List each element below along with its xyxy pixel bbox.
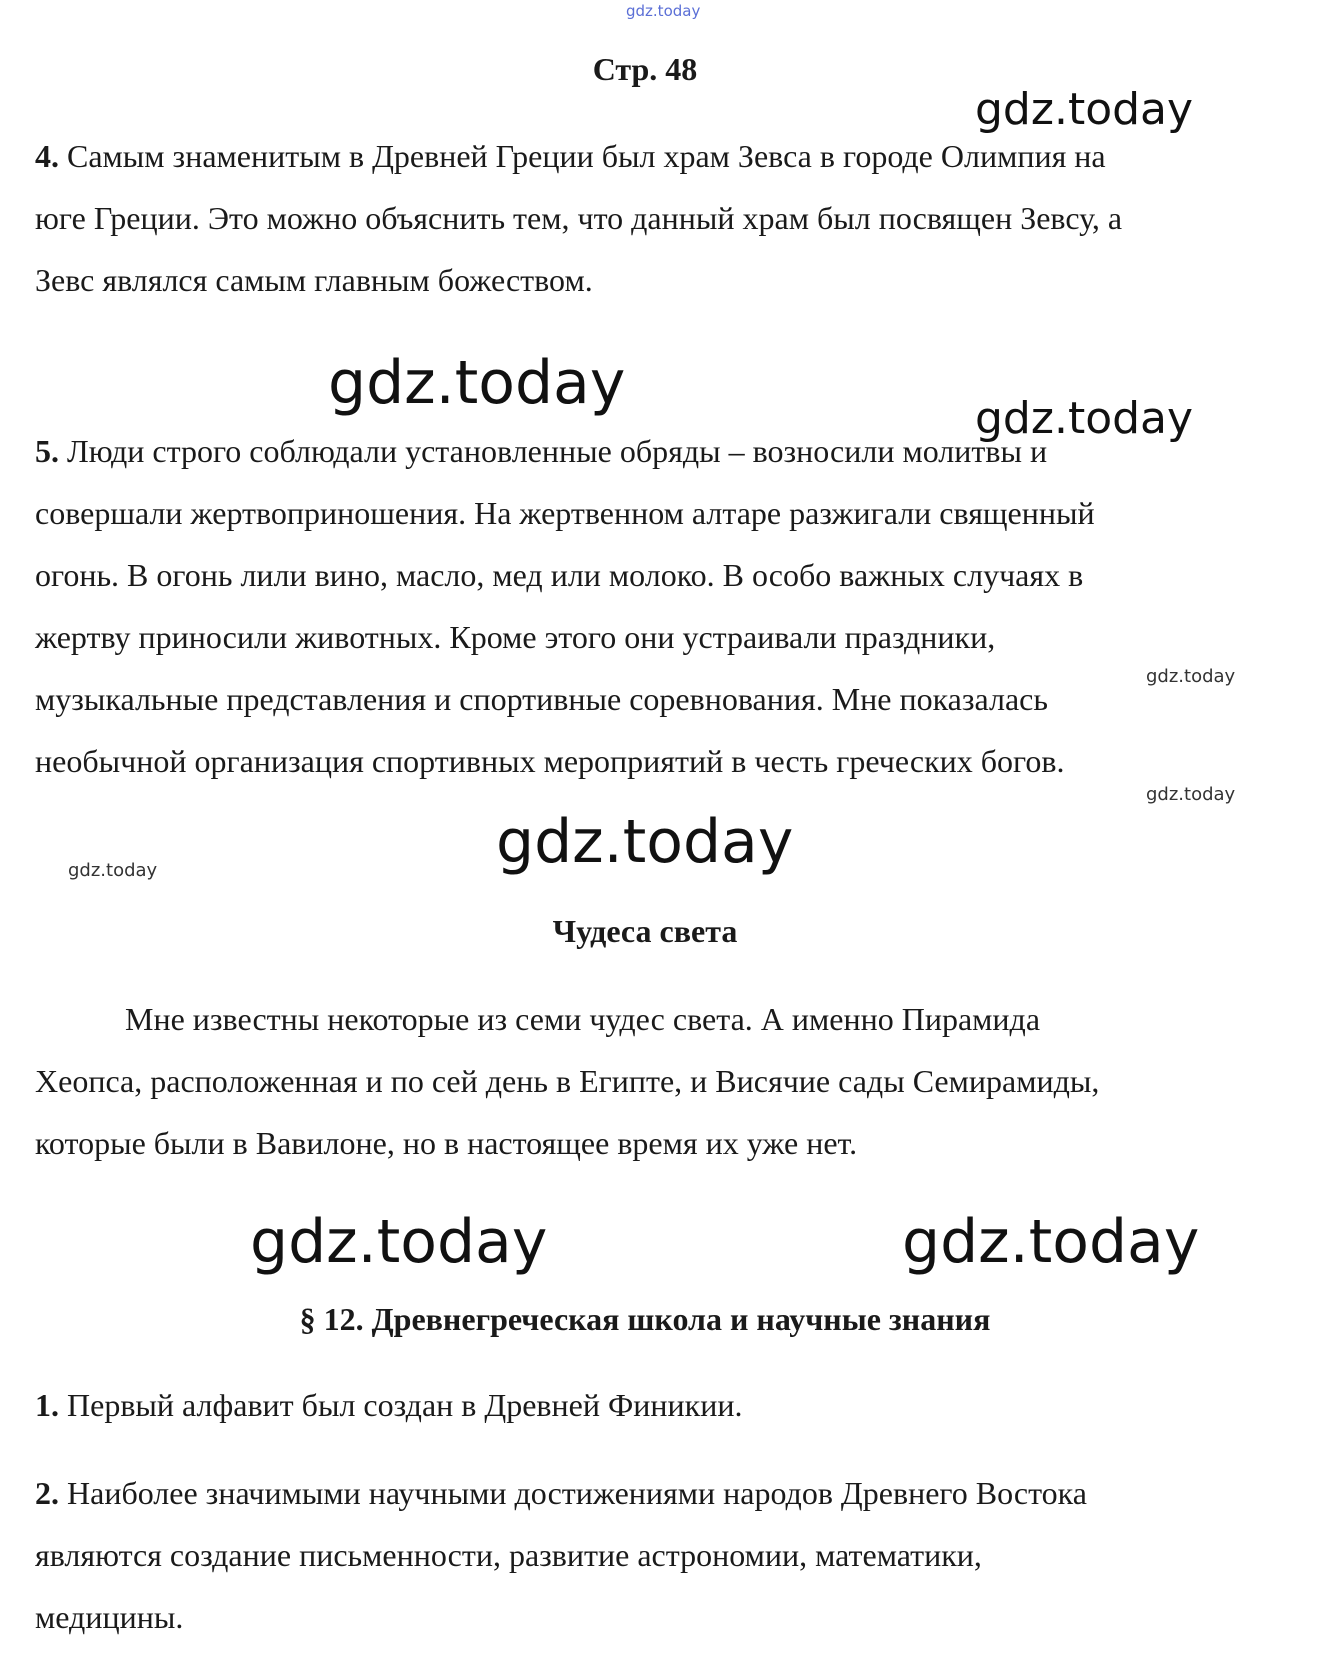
watermark: gdz.today: [496, 807, 794, 877]
answer-number: 1.: [35, 1387, 59, 1423]
answer-line: медицины.: [35, 1599, 184, 1635]
watermark: gdz.today: [328, 348, 626, 418]
watermark: gdz.today: [902, 1207, 1200, 1277]
answer-line: жертву приносили животных. Кроме этого они устраивали праздники,: [35, 619, 996, 655]
section-12-answer-1: [35, 1374, 1265, 1436]
watermark-top: gdz.today: [626, 2, 701, 20]
answer-line: огонь. В огонь лили вино, масло, мед или молоко. В особо важных случаях в: [35, 557, 1084, 593]
answer-line: юге Греции. Это можно объяснить тем, что данный храм был посвящен Зевсу, а: [35, 200, 1123, 236]
answer-line: Первый алфавит был создан в Древней Финикии.: [67, 1387, 743, 1423]
answer-number: 5.: [35, 433, 59, 469]
watermark: gdz.today: [975, 393, 1194, 444]
answer-line: Наиболее значимыми научными достижениями народов Древнего Востока: [67, 1475, 1087, 1511]
wonders-text: [35, 988, 1265, 1174]
answer-4: [35, 125, 1265, 311]
answer-5: [35, 420, 1265, 792]
answer-line: необычной организация спортивных мероприятий в честь греческих богов.: [35, 743, 1065, 779]
wonders-line: Мне известны некоторые из семи чудес света. А именно Пирамида: [125, 1001, 1041, 1037]
section-12-title: § 12. Древнегреческая школа и научные знания: [299, 1301, 991, 1337]
answer-line: Люди строго соблюдали установленные обряды – возносили молитвы и: [67, 433, 1048, 469]
watermark: gdz.today: [1146, 666, 1236, 687]
answer-line: являются создание письменности, развитие астрономии, математики,: [35, 1537, 982, 1573]
section-12-answer-2: [35, 1462, 1265, 1648]
page-title: Стр. 48: [592, 51, 698, 87]
answer-line: Зевс являлся самым главным божеством.: [35, 262, 593, 298]
watermark: gdz.today: [250, 1207, 548, 1277]
wonders-line: которые были в Вавилоне, но в настоящее время их уже нет.: [35, 1125, 858, 1161]
answer-line: Самым знаменитым в Древней Греции был храм Зевса в городе Олимпия на: [67, 138, 1106, 174]
watermark: gdz.today: [68, 860, 158, 881]
wonders-line: Хеопса, расположенная и по сей день в Египте, и Висячие сады Семирамиды,: [35, 1063, 1100, 1099]
answer-line: музыкальные представления и спортивные соревнования. Мне показалась: [35, 681, 1048, 717]
watermark: gdz.today: [975, 84, 1194, 135]
answer-number: 4.: [35, 138, 59, 174]
answer-number: 2.: [35, 1475, 59, 1511]
watermark: gdz.today: [1146, 784, 1236, 805]
wonders-title: Чудеса света: [552, 913, 738, 949]
answer-line: совершали жертвоприношения. На жертвенном алтаре разжигали священный: [35, 495, 1095, 531]
